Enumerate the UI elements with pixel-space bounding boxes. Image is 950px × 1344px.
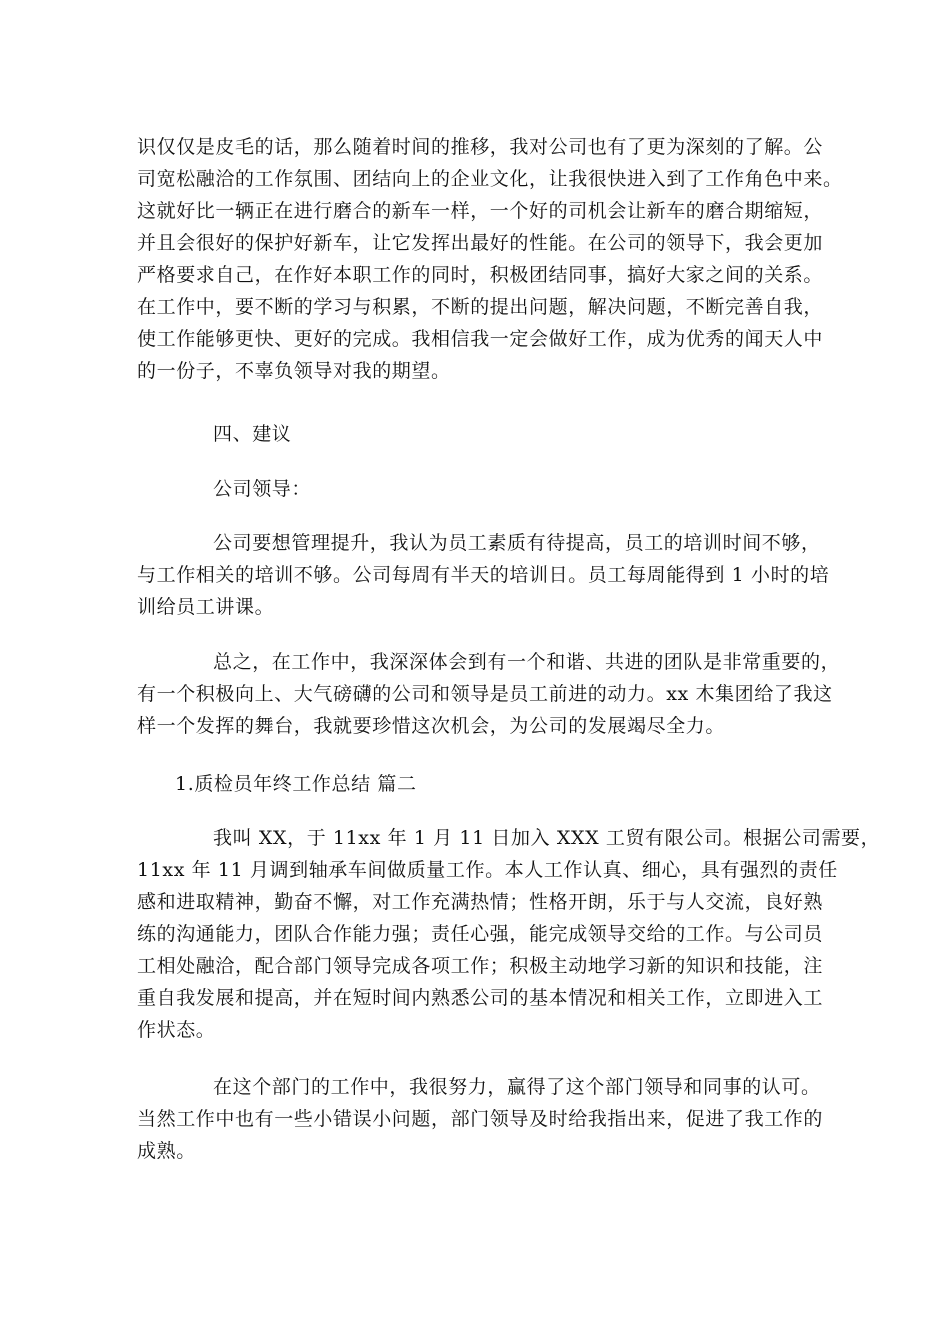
section-title-text: 1.质检员年终工作总结 篇二 [175, 773, 417, 795]
paragraph-line: 作状态。 [137, 1019, 216, 1041]
paragraph-line: 11xx 年 11 月调到轴承车间做质量工作。本人工作认真、细心，具有强烈的责任 [137, 859, 838, 881]
paragraph-line: 练的沟通能力，团队合作能力强；责任心强，能完成领导交给的工作。与公司员 [137, 923, 824, 945]
section-title [175, 768, 855, 800]
paragraph-line: 与工作相关的培训不够。公司每周有半天的培训日。员工每周能得到 1 小时的培 [137, 564, 830, 586]
paragraph-line: 训给员工讲课。 [137, 596, 275, 618]
paragraph-line: 识仅仅是皮毛的话，那么随着时间的推移，我对公司也有了更为深刻的了解。公 [137, 136, 824, 158]
paragraph-line: 样一个发挥的舞台，我就要珍惜这次机会，为公司的发展竭尽全力。 [137, 715, 726, 737]
paragraph-line: 成熟。 [137, 1140, 196, 1162]
paragraph-line: 在这个部门的工作中，我很努力，赢得了这个部门领导和同事的认可。 [213, 1076, 821, 1098]
salutation-text: 公司领导： [213, 478, 312, 500]
paragraph-line: 严格要求自己，在作好本职工作的同时，积极团结同事，搞好大家之间的关系。 [137, 264, 824, 286]
heading-text: 四、建议 [213, 423, 292, 445]
paragraph-line: 公司要想管理提升，我认为员工素质有待提高，员工的培训时间不够， [213, 532, 821, 554]
paragraph-line: 有一个积极向上、大气磅礴的公司和领导是员工前进的动力。xx 木集团给了我这 [137, 683, 833, 705]
paragraph-1 [137, 131, 843, 387]
paragraph-2 [137, 527, 830, 623]
paragraph-line: 在工作中，要不断的学习与积累，不断的提出问题，解决问题，不断完善自我， [137, 296, 824, 318]
paragraph-line: 我叫 XX，于 11xx 年 1 月 11 日加入 XXX 工贸有限公司。根据公司需要， [213, 827, 881, 849]
paragraph-line: 这就好比一辆正在进行磨合的新车一样，一个好的司机会让新车的磨合期缩短， [137, 200, 824, 222]
paragraph-4 [137, 822, 881, 1046]
paragraph-3 [137, 646, 841, 742]
paragraph-line: 的一份子，不辜负领导对我的期望。 [137, 360, 451, 382]
paragraph-line: 司宽松融洽的工作氛围、团结向上的企业文化，让我很快进入到了工作角色中来。 [137, 168, 843, 190]
paragraph-line: 使工作能够更快、更好的完成。我相信我一定会做好工作，成为优秀的闻天人中 [137, 328, 824, 350]
section-heading-4 [213, 418, 893, 450]
paragraph-line: 并且会很好的保护好新车，让它发挥出最好的性能。在公司的领导下，我会更加 [137, 232, 824, 254]
salutation [213, 473, 893, 505]
paragraph-line: 当然工作中也有一些小错误小问题，部门领导及时给我指出来，促进了我工作的 [137, 1108, 824, 1130]
paragraph-line: 工相处融洽，配合部门领导完成各项工作；积极主动地学习新的知识和技能，注 [137, 955, 824, 977]
paragraph-5 [137, 1071, 824, 1167]
paragraph-line: 总之，在工作中，我深深体会到有一个和谐、共进的团队是非常重要的， [213, 651, 841, 673]
paragraph-line: 感和进取精神，勤奋不懈，对工作充满热情；性格开朗，乐于与人交流，良好熟 [137, 891, 824, 913]
paragraph-line: 重自我发展和提高，并在短时间内熟悉公司的基本情况和相关工作，立即进入工 [137, 987, 824, 1009]
